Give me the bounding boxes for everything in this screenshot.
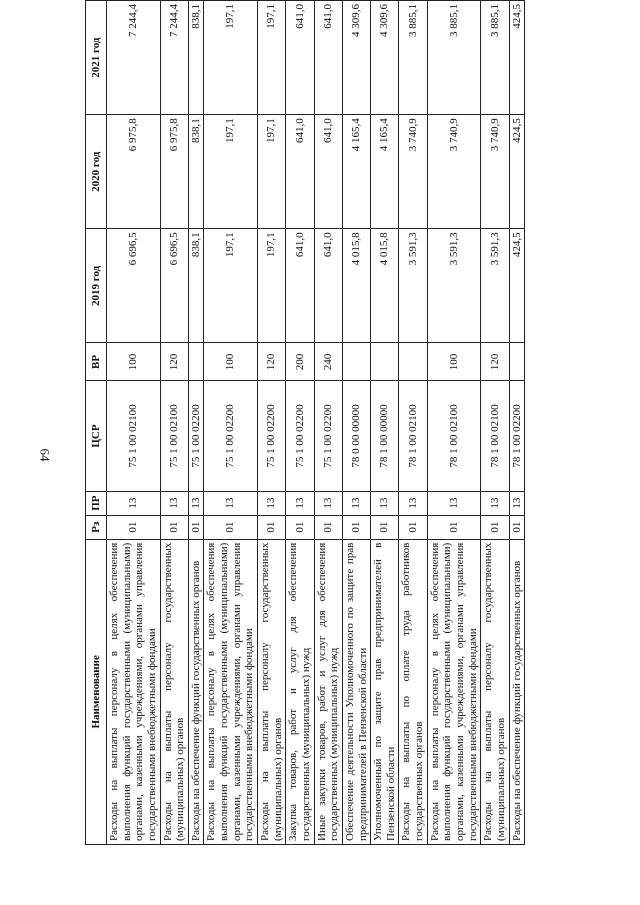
- cell-2019: 6 696,5: [107, 229, 161, 343]
- table-row: [258, 1, 286, 845]
- header-rz: Рз: [86, 515, 107, 539]
- table-row: [342, 1, 370, 845]
- cell-pr: 13: [258, 491, 286, 515]
- cell-2021: 7 244,4: [107, 1, 161, 115]
- cell-csr: 75 1 00 02200: [258, 381, 286, 491]
- cell-pr: 13: [342, 491, 370, 515]
- table-row: [107, 1, 161, 845]
- cell-pr: 13: [107, 491, 161, 515]
- cell-rz: 01: [258, 515, 286, 539]
- cell-2020: 6 975,8: [107, 115, 161, 229]
- cell-csr: 78 1 00 00000: [371, 381, 399, 491]
- cell-vr: [509, 343, 525, 381]
- cell-2020: 641,0: [314, 115, 342, 229]
- cell-2021: 838,1: [188, 1, 204, 115]
- cell-2019: 3 591,3: [427, 229, 481, 343]
- header-vr: ВР: [86, 343, 107, 381]
- cell-2019: 197,1: [204, 229, 258, 343]
- cell-name: Уполномоченный по защите прав предпринимателей в Пензенской области: [371, 539, 399, 844]
- cell-2020: 6 975,8: [160, 115, 188, 229]
- table-row: [188, 1, 204, 845]
- table-row: [399, 1, 427, 845]
- cell-name: Обеспечение деятельности Уполномоченного по защите прав предпринимателей в Пензенской области: [342, 539, 370, 844]
- table-header-row: [86, 1, 107, 845]
- cell-2019: 4 015,8: [342, 229, 370, 343]
- cell-vr: 100: [107, 343, 161, 381]
- cell-2020: 3 740,9: [399, 115, 427, 229]
- header-pr: ПР: [86, 491, 107, 515]
- rotated-page: [85, 0, 565, 845]
- table-row: [427, 1, 481, 845]
- cell-csr: 78 1 00 02100: [427, 381, 481, 491]
- cell-vr: [371, 343, 399, 381]
- header-2021: 2021 год: [86, 1, 107, 115]
- cell-2019: 4 015,8: [371, 229, 399, 343]
- cell-vr: 100: [204, 343, 258, 381]
- cell-vr: 120: [160, 343, 188, 381]
- table-row: [509, 1, 525, 845]
- cell-2021: 641,0: [286, 1, 314, 115]
- cell-rz: 01: [427, 515, 481, 539]
- table-row: [371, 1, 399, 845]
- cell-2021: 3 885,1: [427, 1, 481, 115]
- cell-name: Расходы на выплаты персоналу государственных (муниципальных) органов: [481, 539, 509, 844]
- cell-csr: 75 1 00 02200: [204, 381, 258, 491]
- cell-name: Расходы на выплаты по оплате труда работников государственных органов: [399, 539, 427, 844]
- cell-vr: 240: [314, 343, 342, 381]
- cell-vr: [188, 343, 204, 381]
- cell-2021: 197,1: [258, 1, 286, 115]
- cell-csr: 75 1 00 02200: [286, 381, 314, 491]
- cell-rz: 01: [399, 515, 427, 539]
- cell-2021: 7 244,4: [160, 1, 188, 115]
- cell-rz: 01: [481, 515, 509, 539]
- budget-table: [85, 0, 525, 845]
- cell-2019: 838,1: [188, 229, 204, 343]
- table-row: [481, 1, 509, 845]
- cell-2020: 4 165,4: [342, 115, 370, 229]
- cell-pr: 13: [204, 491, 258, 515]
- cell-rz: 01: [371, 515, 399, 539]
- cell-rz: 01: [188, 515, 204, 539]
- cell-pr: 13: [286, 491, 314, 515]
- table-row: [204, 1, 258, 845]
- cell-name: Иные закупки товаров, работ и услуг для обеспечения государственных (муниципальных) нужд: [314, 539, 342, 844]
- cell-2020: 197,1: [204, 115, 258, 229]
- cell-vr: 100: [427, 343, 481, 381]
- cell-vr: [342, 343, 370, 381]
- cell-csr: 78 1 00 02100: [399, 381, 427, 491]
- cell-name: Расходы на обеспечение функций государственных органов: [188, 539, 204, 844]
- header-name: Наименование: [86, 539, 107, 844]
- cell-2019: 197,1: [258, 229, 286, 343]
- cell-name: Закупка товаров, работ и услуг для обеспечения государственных (муниципальных) нужд: [286, 539, 314, 844]
- cell-pr: 13: [399, 491, 427, 515]
- cell-csr: 75 1 00 02200: [314, 381, 342, 491]
- cell-vr: [399, 343, 427, 381]
- cell-2020: 3 740,9: [427, 115, 481, 229]
- cell-pr: 13: [160, 491, 188, 515]
- cell-csr: 75 1 00 02100: [107, 381, 161, 491]
- cell-csr: 75 1 00 02200: [188, 381, 204, 491]
- cell-2020: 641,0: [286, 115, 314, 229]
- cell-name: Расходы на обеспечение функций государственных органов: [509, 539, 525, 844]
- cell-csr: 78 0 00 00000: [342, 381, 370, 491]
- cell-2020: 424,5: [509, 115, 525, 229]
- header-2019: 2019 год: [86, 229, 107, 343]
- cell-pr: 13: [188, 491, 204, 515]
- cell-vr: 200: [286, 343, 314, 381]
- cell-2019: 424,5: [509, 229, 525, 343]
- cell-csr: 75 1 00 02100: [160, 381, 188, 491]
- cell-rz: 01: [107, 515, 161, 539]
- cell-pr: 13: [481, 491, 509, 515]
- cell-2020: 3 740,9: [481, 115, 509, 229]
- cell-2019: 3 591,3: [399, 229, 427, 343]
- cell-name: Расходы на выплаты персоналу в целях обеспечения выполнения функций государственными (муниципальными) органами, казенными учреждениями, органами управления государственными внебюджетными фондами: [204, 539, 258, 844]
- cell-csr: 78 1 00 02200: [509, 381, 525, 491]
- table-row: [314, 1, 342, 845]
- cell-rz: 01: [286, 515, 314, 539]
- cell-vr: 120: [481, 343, 509, 381]
- cell-rz: 01: [509, 515, 525, 539]
- cell-csr: 78 1 00 02100: [481, 381, 509, 491]
- cell-pr: 13: [427, 491, 481, 515]
- header-csr: ЦСР: [86, 381, 107, 491]
- cell-2021: 3 885,1: [399, 1, 427, 115]
- cell-name: Расходы на выплаты персоналу государственных (муниципальных) органов: [258, 539, 286, 844]
- cell-2020: 197,1: [258, 115, 286, 229]
- cell-rz: 01: [160, 515, 188, 539]
- cell-vr: 120: [258, 343, 286, 381]
- cell-2021: 4 309,6: [342, 1, 370, 115]
- cell-2019: 6 696,5: [160, 229, 188, 343]
- cell-name: Расходы на выплаты персоналу в целях обеспечения выполнения функций государственными (муниципальными) органами, казенными учреждениями, органами управления государственными внебюджетными фондами: [427, 539, 481, 844]
- page-number: 64: [37, 448, 53, 462]
- cell-2020: 4 165,4: [371, 115, 399, 229]
- cell-2021: 197,1: [204, 1, 258, 115]
- cell-name: Расходы на выплаты персоналу в целях обеспечения выполнения функций государственными (муниципальными) органами, казенными учреждениями, органами управления государственными внебюджетными фондами: [107, 539, 161, 844]
- cell-2019: 641,0: [286, 229, 314, 343]
- cell-pr: 13: [314, 491, 342, 515]
- cell-2019: 3 591,3: [481, 229, 509, 343]
- cell-2021: 424,5: [509, 1, 525, 115]
- table-row: [286, 1, 314, 845]
- header-2020: 2020 год: [86, 115, 107, 229]
- table-row: [160, 1, 188, 845]
- cell-name: Расходы на выплаты персоналу государственных (муниципальных) органов: [160, 539, 188, 844]
- cell-2019: 641,0: [314, 229, 342, 343]
- cell-2021: 3 885,1: [481, 1, 509, 115]
- cell-rz: 01: [314, 515, 342, 539]
- cell-pr: 13: [509, 491, 525, 515]
- cell-rz: 01: [204, 515, 258, 539]
- cell-2020: 838,1: [188, 115, 204, 229]
- cell-2021: 641,0: [314, 1, 342, 115]
- cell-2021: 4 309,6: [371, 1, 399, 115]
- cell-rz: 01: [342, 515, 370, 539]
- cell-pr: 13: [371, 491, 399, 515]
